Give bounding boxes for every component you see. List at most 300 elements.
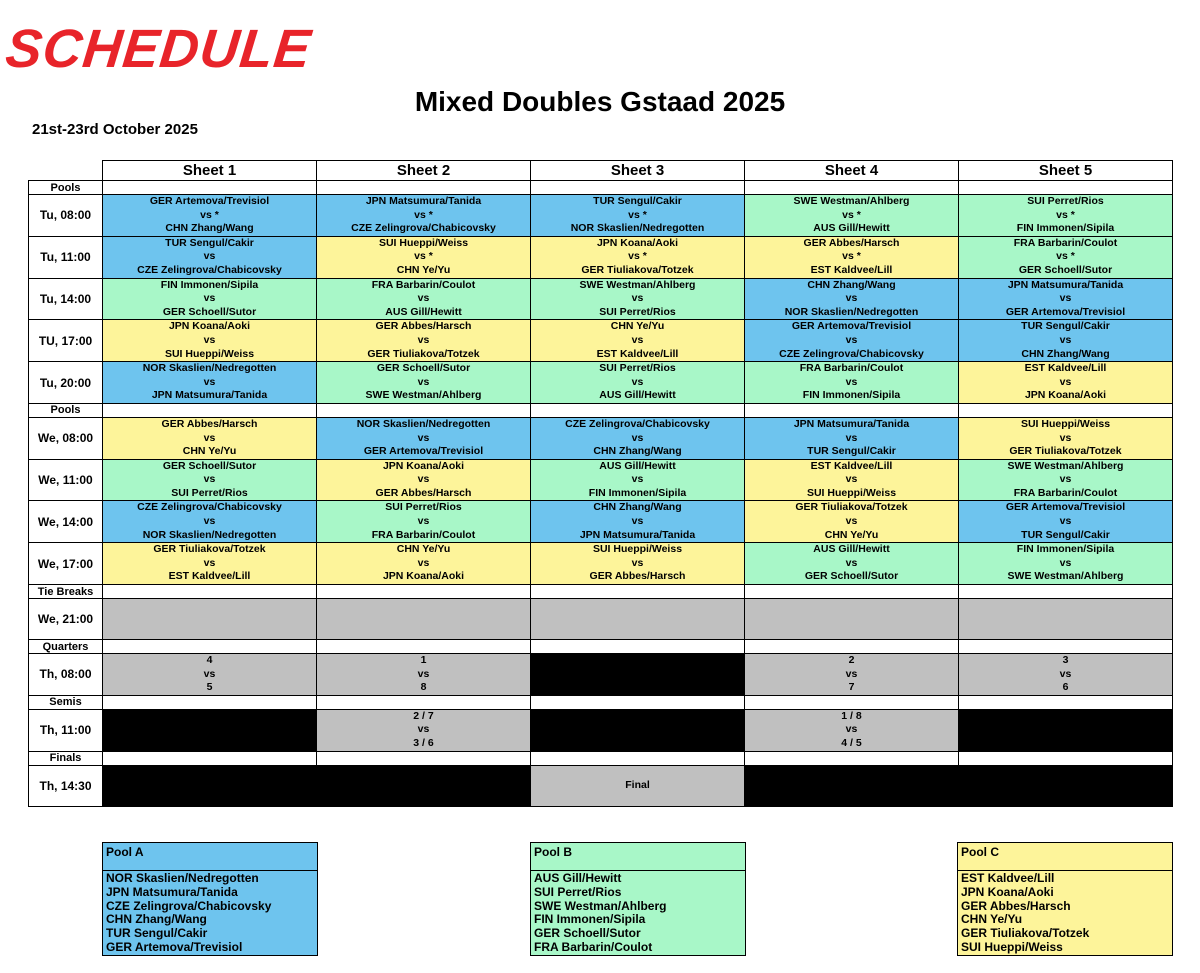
- team-bottom: NOR Skaslien/Nedregotten: [142, 528, 277, 541]
- section-spacer-cell: [103, 181, 317, 195]
- game-cell: [317, 417, 531, 459]
- team-bottom: SUI Hueppi/Weiss: [806, 486, 897, 499]
- time-slot-label: Tu, 14:00: [29, 278, 103, 320]
- versus-label: vs: [845, 515, 858, 528]
- versus-label: vs: [203, 250, 216, 263]
- section-spacer-cell: [531, 585, 745, 599]
- versus-label: vs: [845, 292, 858, 305]
- versus-label: vs: [1059, 556, 1072, 569]
- section-spacer-cell: [317, 640, 531, 654]
- time-slot-label: Th, 08:00: [29, 654, 103, 696]
- section-spacer-cell: [103, 695, 317, 709]
- team-top: SUI Hueppi/Weiss: [1020, 417, 1111, 430]
- team-top: CHN Ye/Yu: [610, 320, 665, 333]
- section-spacer-cell: [317, 585, 531, 599]
- team-bottom: AUS Gill/Hewitt: [599, 389, 676, 402]
- pool-team: JPN Koana/Aoki: [961, 884, 1054, 899]
- time-slot-label: Tu, 08:00: [29, 195, 103, 237]
- game-cell: [103, 278, 317, 320]
- team-top: GER Abbes/Harsch: [375, 320, 472, 333]
- team-top: GER Artemova/Trevisiol: [149, 195, 270, 207]
- time-slot-row: [29, 362, 1173, 404]
- game-cell: [745, 765, 959, 806]
- team-top: FRA Barbarin/Coulot: [1013, 236, 1118, 249]
- game-cell: [103, 765, 317, 806]
- time-slot-row: [29, 459, 1173, 501]
- sheet-4-header: Sheet 4: [745, 161, 959, 181]
- time-slot-label: Tu, 20:00: [29, 362, 103, 404]
- versus-label: vs: [417, 375, 430, 388]
- team-bottom: JPN Matsumura/Tanida: [579, 528, 696, 541]
- section-row: [29, 751, 1173, 765]
- game-cell: [745, 236, 959, 278]
- pool-team: CHN Zhang/Wang: [106, 912, 207, 927]
- versus-label: vs: [845, 431, 858, 444]
- game-cell: [317, 459, 531, 501]
- game-cell: [531, 501, 745, 543]
- versus-label: vs: [417, 292, 430, 305]
- pool-team: FIN Immonen/Sipila: [534, 912, 646, 927]
- pool-c-box: [957, 842, 1173, 956]
- game-cell: [317, 501, 531, 543]
- versus-label: vs: [631, 292, 644, 305]
- game-cell: [317, 278, 531, 320]
- team-bottom: FIN Immonen/Sipila: [1016, 222, 1115, 235]
- pool-team: SUI Perret/Rios: [534, 884, 622, 899]
- section-label: Tie Breaks: [29, 585, 103, 599]
- team-top: AUS Gill/Hewitt: [813, 543, 890, 556]
- game-cell: [103, 236, 317, 278]
- team-top: 3: [1062, 654, 1069, 667]
- pool-team: EST Kaldvee/Lill: [961, 871, 1055, 885]
- section-spacer-cell: [317, 695, 531, 709]
- team-top: SUI Hueppi/Weiss: [592, 543, 683, 556]
- team-bottom: CHN Zhang/Wang: [1021, 347, 1110, 360]
- team-top: CZE Zelingrova/Chabicovsky: [137, 501, 282, 514]
- pool-team: SUI Hueppi/Weiss: [961, 939, 1063, 954]
- game-cell: [745, 599, 959, 640]
- game-cell: [317, 543, 531, 585]
- game-cell: [531, 543, 745, 585]
- team-bottom: FRA Barbarin/Coulot: [1013, 486, 1118, 499]
- game-cell: [531, 765, 745, 806]
- team-top: NOR Skaslien/Nedregotten: [356, 417, 491, 430]
- pool-team: TUR Sengul/Cakir: [106, 926, 208, 941]
- team-bottom: AUS Gill/Hewitt: [813, 222, 890, 235]
- pool-title: Pool C: [958, 843, 1172, 871]
- time-slot-label: Th, 11:00: [29, 709, 103, 751]
- section-row: [29, 585, 1173, 599]
- team-top: CHN Zhang/Wang: [807, 278, 896, 291]
- time-slot-row: [29, 195, 1173, 237]
- pool-team: GER Schoell/Sutor: [534, 926, 641, 941]
- game-cell: [317, 654, 531, 696]
- versus-label: vs: [203, 333, 216, 346]
- team-top: CZE Zelingrova/Chabicovsky: [565, 417, 710, 430]
- versus-label: vs: [1059, 515, 1072, 528]
- versus-label: vs *: [414, 250, 433, 263]
- versus-label: vs: [845, 667, 858, 680]
- versus-label: vs: [631, 431, 644, 444]
- section-spacer-cell: [531, 751, 745, 765]
- versus-label: vs: [631, 473, 644, 486]
- section-spacer-cell: [745, 403, 959, 417]
- pool-team: FRA Barbarin/Coulot: [534, 939, 653, 954]
- team-bottom: EST Kaldvee/Lill: [168, 570, 251, 583]
- team-top: EST Kaldvee/Lill: [1024, 362, 1107, 375]
- team-top: FRA Barbarin/Coulot: [371, 278, 476, 291]
- section-label: Pools: [29, 403, 103, 417]
- team-bottom: JPN Matsumura/Tanida: [151, 389, 268, 402]
- section-spacer-cell: [959, 695, 1173, 709]
- section-spacer-cell: [745, 751, 959, 765]
- sheet-5-header: Sheet 5: [959, 161, 1173, 181]
- section-spacer-cell: [531, 403, 745, 417]
- team-top: EST Kaldvee/Lill: [810, 459, 893, 472]
- team-top: AUS Gill/Hewitt: [599, 459, 676, 472]
- game-cell: [745, 709, 959, 751]
- team-bottom: GER Schoell/Sutor: [162, 305, 257, 318]
- team-top: 2: [848, 654, 855, 667]
- time-slot-label: Tu, 11:00: [29, 236, 103, 278]
- team-bottom: 4 / 5: [841, 737, 862, 749]
- team-bottom: 5: [206, 681, 213, 694]
- pool-team: GER Abbes/Harsch: [961, 898, 1071, 913]
- section-spacer-cell: [103, 640, 317, 654]
- game-cell: [959, 417, 1173, 459]
- game-cell: [959, 278, 1173, 320]
- schedule-table: [28, 160, 1173, 807]
- section-label: Quarters: [29, 640, 103, 654]
- game-cell: [317, 195, 531, 237]
- section-spacer-cell: [959, 403, 1173, 417]
- game-cell: [745, 278, 959, 320]
- versus-label: vs *: [628, 250, 647, 263]
- game-cell: [103, 599, 317, 640]
- time-slot-row: [29, 599, 1173, 640]
- game-cell: [745, 501, 959, 543]
- versus-label: vs: [417, 556, 430, 569]
- team-bottom: CHN Zhang/Wang: [593, 445, 682, 458]
- team-top: TUR Sengul/Cakir: [1021, 320, 1110, 333]
- game-cell: [959, 501, 1173, 543]
- team-top: JPN Matsumura/Tanida: [1007, 278, 1124, 291]
- versus-label: vs: [417, 431, 430, 444]
- versus-label: vs *: [842, 250, 861, 263]
- game-cell: [317, 236, 531, 278]
- pool-a-box: [102, 842, 318, 956]
- section-row: [29, 640, 1173, 654]
- game-cell: [959, 459, 1173, 501]
- team-top: GER Tiuliakova/Totzek: [795, 501, 908, 514]
- team-top: SWE Westman/Ahlberg: [579, 278, 696, 291]
- team-bottom: CHN Ye/Yu: [182, 445, 237, 458]
- pool-team: NOR Skaslien/Nedregotten: [106, 871, 259, 885]
- team-top: SUI Perret/Rios: [385, 501, 462, 514]
- section-spacer-cell: [531, 695, 745, 709]
- game-label: Final: [625, 778, 650, 791]
- time-slot-row: [29, 501, 1173, 543]
- game-cell: [745, 417, 959, 459]
- versus-label: vs: [417, 667, 430, 680]
- team-bottom: GER Schoell/Sutor: [804, 570, 899, 583]
- sheet-3-header: Sheet 3: [531, 161, 745, 181]
- pool-team: CZE Zelingrova/Chabicovsky: [106, 898, 272, 913]
- team-top: GER Artemova/Trevisiol: [791, 320, 912, 333]
- game-cell: [531, 362, 745, 404]
- team-bottom: TUR Sengul/Cakir: [1021, 528, 1110, 541]
- pool-title: Pool B: [531, 843, 745, 871]
- time-slot-row: [29, 417, 1173, 459]
- section-spacer-cell: [745, 585, 959, 599]
- section-spacer-cell: [959, 640, 1173, 654]
- team-top: JPN Matsumura/Tanida: [365, 195, 482, 207]
- team-bottom: SWE Westman/Ahlberg: [365, 389, 482, 402]
- team-bottom: SUI Hueppi/Weiss: [164, 347, 255, 360]
- versus-label: vs: [631, 333, 644, 346]
- team-bottom: FIN Immonen/Sipila: [802, 389, 901, 402]
- team-top: SUI Perret/Rios: [1027, 195, 1104, 207]
- team-bottom: AUS Gill/Hewitt: [385, 305, 462, 318]
- team-bottom: NOR Skaslien/Nedregotten: [784, 305, 919, 318]
- team-bottom: SUI Perret/Rios: [171, 486, 248, 499]
- pool-team: AUS Gill/Hewitt: [534, 871, 622, 885]
- time-slot-label: We, 14:00: [29, 501, 103, 543]
- team-top: GER Tiuliakova/Totzek: [153, 543, 266, 556]
- time-slot-row: [29, 236, 1173, 278]
- team-bottom: CHN Ye/Yu: [824, 528, 879, 541]
- team-top: JPN Koana/Aoki: [168, 320, 251, 333]
- team-bottom: GER Tiuliakova/Totzek: [1009, 445, 1122, 458]
- team-top: 2 / 7: [413, 709, 434, 722]
- game-cell: [103, 501, 317, 543]
- team-top: 1: [420, 654, 427, 667]
- section-spacer-cell: [103, 585, 317, 599]
- time-slot-label: We, 21:00: [29, 599, 103, 640]
- game-cell: [317, 362, 531, 404]
- section-label: Finals: [29, 751, 103, 765]
- sheet-1-header: Sheet 1: [103, 161, 317, 181]
- team-top: 1 / 8: [841, 709, 862, 722]
- game-cell: [531, 599, 745, 640]
- game-cell: [103, 459, 317, 501]
- team-bottom: CHN Zhang/Wang: [165, 222, 254, 235]
- time-slot-label: We, 11:00: [29, 459, 103, 501]
- game-cell: [959, 236, 1173, 278]
- section-spacer-cell: [959, 585, 1173, 599]
- game-cell: [959, 709, 1173, 751]
- team-bottom: GER Tiuliakova/Totzek: [581, 263, 694, 276]
- time-slot-label: We, 08:00: [29, 417, 103, 459]
- time-slot-row: [29, 278, 1173, 320]
- section-spacer-cell: [317, 403, 531, 417]
- game-cell: [531, 278, 745, 320]
- team-top: GER Abbes/Harsch: [161, 417, 258, 430]
- team-bottom: 7: [848, 681, 855, 694]
- section-spacer-cell: [103, 403, 317, 417]
- versus-label: vs: [417, 333, 430, 346]
- game-cell: [959, 599, 1173, 640]
- event-dates: 21st-23rd October 2025: [32, 121, 198, 138]
- team-top: TUR Sengul/Cakir: [593, 195, 682, 207]
- pool-team-list: [531, 871, 745, 955]
- team-top: JPN Matsumura/Tanida: [793, 417, 910, 430]
- section-spacer-cell: [745, 640, 959, 654]
- game-cell: [745, 459, 959, 501]
- game-cell: [959, 320, 1173, 362]
- team-top: JPN Koana/Aoki: [382, 459, 465, 472]
- team-bottom: GER Artemova/Trevisiol: [1005, 305, 1126, 318]
- section-spacer-cell: [959, 751, 1173, 765]
- versus-label: vs: [845, 723, 858, 736]
- game-cell: [103, 709, 317, 751]
- game-cell: [531, 236, 745, 278]
- game-cell: [745, 654, 959, 696]
- versus-label: vs: [203, 556, 216, 569]
- team-top: JPN Koana/Aoki: [596, 236, 679, 249]
- versus-label: vs: [845, 333, 858, 346]
- team-bottom: 8: [420, 681, 427, 694]
- game-cell: [103, 195, 317, 237]
- game-cell: [317, 599, 531, 640]
- game-cell: [745, 195, 959, 237]
- team-bottom: JPN Koana/Aoki: [382, 570, 465, 583]
- game-cell: [531, 709, 745, 751]
- versus-label: vs *: [1056, 250, 1075, 263]
- versus-label: vs: [203, 473, 216, 486]
- versus-label: vs: [1059, 667, 1072, 680]
- team-bottom: EST Kaldvee/Lill: [596, 347, 679, 360]
- team-bottom: GER Artemova/Trevisiol: [363, 445, 484, 458]
- team-top: GER Artemova/Trevisiol: [1005, 501, 1126, 514]
- versus-label: vs: [203, 515, 216, 528]
- game-cell: [317, 709, 531, 751]
- time-slot-row: [29, 543, 1173, 585]
- game-cell: [103, 362, 317, 404]
- game-cell: [103, 320, 317, 362]
- team-top: SWE Westman/Ahlberg: [793, 195, 910, 207]
- time-slot-label: Th, 14:30: [29, 765, 103, 806]
- versus-label: vs *: [1056, 208, 1075, 221]
- pool-b-box: [530, 842, 746, 956]
- game-cell: [959, 654, 1173, 696]
- section-spacer-cell: [103, 751, 317, 765]
- game-cell: [745, 543, 959, 585]
- versus-label: vs: [203, 292, 216, 305]
- versus-label: vs *: [200, 208, 219, 221]
- versus-label: vs: [203, 375, 216, 388]
- versus-label: vs: [417, 515, 430, 528]
- game-cell: [745, 362, 959, 404]
- team-top: CHN Ye/Yu: [396, 543, 451, 556]
- team-bottom: CZE Zelingrova/Chabicovsky: [351, 222, 496, 235]
- pool-team: GER Tiuliakova/Totzek: [961, 926, 1090, 941]
- team-bottom: TUR Sengul/Cakir: [807, 445, 896, 458]
- versus-label: vs: [203, 431, 216, 444]
- game-cell: [959, 765, 1173, 806]
- section-spacer-cell: [317, 751, 531, 765]
- time-slot-row: [29, 654, 1173, 696]
- team-top: CHN Zhang/Wang: [593, 501, 682, 514]
- pool-team-list: [958, 871, 1172, 955]
- pool-team: CHN Ye/Yu: [961, 912, 1023, 927]
- pool-team: GER Artemova/Trevisiol: [106, 939, 243, 954]
- team-top: TUR Sengul/Cakir: [165, 236, 254, 249]
- team-top: NOR Skaslien/Nedregotten: [142, 362, 277, 375]
- header-corner: [29, 161, 103, 181]
- schedule-body: [29, 181, 1173, 807]
- team-top: FIN Immonen/Sipila: [1016, 543, 1115, 556]
- game-cell: [531, 654, 745, 696]
- team-bottom: GER Schoell/Sutor: [1018, 263, 1113, 276]
- time-slot-row: [29, 765, 1173, 806]
- section-label: Semis: [29, 695, 103, 709]
- team-top: 4: [206, 654, 213, 667]
- team-top: GER Abbes/Harsch: [803, 236, 900, 249]
- game-cell: [745, 320, 959, 362]
- team-bottom: CZE Zelingrova/Chabicovsky: [779, 347, 924, 360]
- team-bottom: 3 / 6: [413, 737, 434, 749]
- game-cell: [959, 362, 1173, 404]
- section-spacer-cell: [531, 181, 745, 195]
- time-slot-row: [29, 709, 1173, 751]
- team-bottom: SWE Westman/Ahlberg: [1007, 570, 1124, 583]
- team-bottom: JPN Koana/Aoki: [1024, 389, 1107, 402]
- sheet-header-row: [29, 161, 1173, 181]
- versus-label: vs: [845, 375, 858, 388]
- pool-team: SWE Westman/Ahlberg: [534, 898, 667, 913]
- team-bottom: GER Abbes/Harsch: [375, 486, 472, 499]
- section-spacer-cell: [317, 181, 531, 195]
- versus-label: vs: [417, 473, 430, 486]
- versus-label: vs: [417, 723, 430, 736]
- game-cell: [531, 195, 745, 237]
- team-top: GER Schoell/Sutor: [376, 362, 471, 375]
- schedule-logo: SCHEDULE: [2, 19, 315, 79]
- section-spacer-cell: [959, 181, 1173, 195]
- team-bottom: GER Abbes/Harsch: [589, 570, 686, 583]
- game-cell: [103, 654, 317, 696]
- game-cell: [531, 459, 745, 501]
- game-cell: [317, 765, 531, 806]
- versus-label: vs: [631, 375, 644, 388]
- versus-label: vs: [1059, 292, 1072, 305]
- versus-label: vs: [1059, 431, 1072, 444]
- team-bottom: FRA Barbarin/Coulot: [371, 528, 476, 541]
- pool-team: JPN Matsumura/Tanida: [106, 884, 238, 899]
- team-bottom: EST Kaldvee/Lill: [810, 263, 893, 276]
- section-spacer-cell: [745, 695, 959, 709]
- versus-label: vs *: [628, 208, 647, 221]
- team-top: SWE Westman/Ahlberg: [1007, 459, 1124, 472]
- team-top: GER Schoell/Sutor: [162, 459, 257, 472]
- team-top: SUI Hueppi/Weiss: [378, 236, 469, 249]
- page-title: Mixed Doubles Gstaad 2025: [414, 86, 786, 117]
- time-slot-label: TU, 17:00: [29, 320, 103, 362]
- section-row: [29, 403, 1173, 417]
- versus-label: vs: [845, 556, 858, 569]
- game-cell: [959, 543, 1173, 585]
- pool-team-list: [103, 871, 317, 955]
- versus-label: vs *: [414, 208, 433, 221]
- game-cell: [959, 195, 1173, 237]
- time-slot-label: We, 17:00: [29, 543, 103, 585]
- versus-label: vs: [631, 556, 644, 569]
- team-top: FIN Immonen/Sipila: [160, 278, 259, 291]
- game-cell: [531, 417, 745, 459]
- section-spacer-cell: [745, 181, 959, 195]
- team-bottom: CHN Ye/Yu: [396, 263, 451, 276]
